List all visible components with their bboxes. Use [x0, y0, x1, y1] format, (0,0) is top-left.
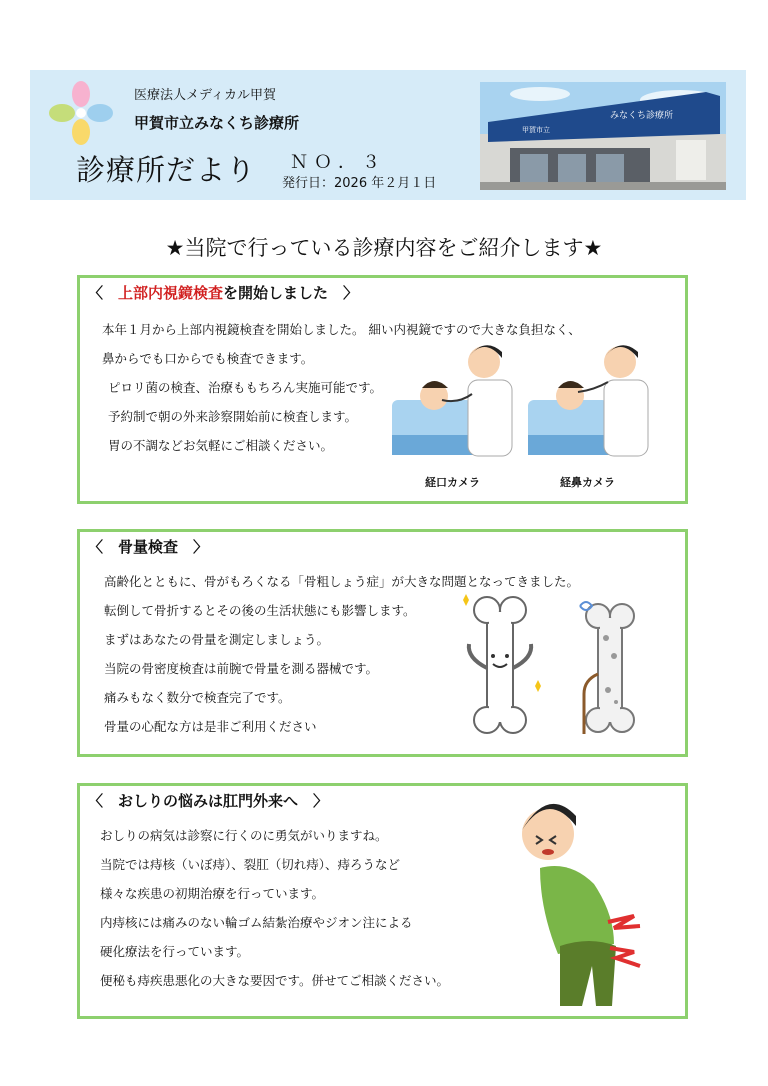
- clinic-name: 甲賀市立みなくち診療所: [134, 114, 300, 132]
- section-text-line: 本年１月から上部内視鏡検査を開始しました。 細い内視鏡ですので大きな負担なく、: [102, 322, 581, 337]
- section-text-line: 骨量の心配な方は是非ご利用ください: [104, 719, 317, 734]
- clover-logo-icon: [48, 78, 114, 148]
- section-text-line: 胃の不調などお気軽にご相談ください。: [108, 438, 334, 453]
- man-in-pain-illustration: [500, 796, 660, 1012]
- section-text-line: 予約制で朝の外来診察開始前に検査します。: [108, 409, 358, 424]
- caption-oral-camera: 経口カメラ: [425, 476, 480, 489]
- section-text-line: 当院の骨密度検査は前腕で骨量を測る器械です。: [104, 661, 379, 676]
- newsletter-title: 診療所だより: [76, 153, 257, 187]
- section-title: 〈 おしりの悩みは肛門外来へ 〉: [88, 792, 329, 810]
- section-text-line: 転倒して骨折するとその後の生活状態にも影響します。: [104, 603, 416, 618]
- section-text-line: まずはあなたの骨量を測定しましょう。: [104, 632, 330, 647]
- section-text-line: おしりの病気は診察に行くのに勇気がいりますね。: [100, 828, 388, 843]
- section-proctology: [77, 783, 688, 1019]
- sign-text-right: みなくち診療所: [610, 111, 674, 121]
- nasal-endoscopy-illustration: [528, 340, 654, 462]
- oral-endoscopy-illustration: [392, 340, 518, 462]
- newsletter-header: [30, 70, 746, 200]
- healthy-bone-illustration: [455, 590, 545, 740]
- section-text-line: 痛みもなく数分で検査完了です。: [104, 690, 291, 705]
- issue-number: ＮＯ．３: [290, 152, 386, 173]
- main-headline: ★当院で行っている診療内容をご紹介します★: [165, 236, 603, 260]
- section-text-line: 様々な疾患の初期治療を行っています。: [100, 886, 325, 901]
- section-title: [88, 282, 358, 303]
- section-text-line: 硬化療法を行っています。: [100, 944, 250, 959]
- section-endoscopy: [77, 275, 688, 504]
- title-bracket: 〈: [88, 284, 119, 302]
- organization-name: 医療法人メディカル甲賀: [134, 88, 276, 103]
- section-text-line: 当院では痔核（いぼ痔）、裂肛（切れ痔）、痔ろうなど: [100, 857, 401, 872]
- caption-nasal-camera: 経鼻カメラ: [560, 476, 615, 489]
- clinic-building-photo: [480, 82, 726, 190]
- section-text-line: 高齢化とともに、骨がもろくなる「骨粗しょう症」が大きな問題となってきました。: [104, 574, 580, 589]
- section-text-line: ピロリ菌の検査、治療ももちろん実施可能です。: [108, 380, 383, 395]
- section-text-line: 鼻からでも口からでも検査できます。: [102, 351, 314, 366]
- weak-bone-illustration: [570, 598, 650, 740]
- title-rest: を開始しました 〉: [223, 284, 359, 302]
- section-title: 〈 骨量検査 〉: [88, 538, 209, 556]
- section-text-line: 便秘も痔疾患悪化の大きな要因です。併せてご相談ください。: [100, 973, 450, 988]
- title-highlight: 上部内視鏡検査: [118, 284, 224, 302]
- issue-date: 発行日：2026 年２月１日: [282, 176, 437, 191]
- section-text-line: 内痔核には痛みのない輪ゴム結紮治療やジオン注による: [100, 915, 413, 930]
- sign-text-left: 甲賀市立: [522, 126, 550, 134]
- section-bone-density: [77, 529, 688, 757]
